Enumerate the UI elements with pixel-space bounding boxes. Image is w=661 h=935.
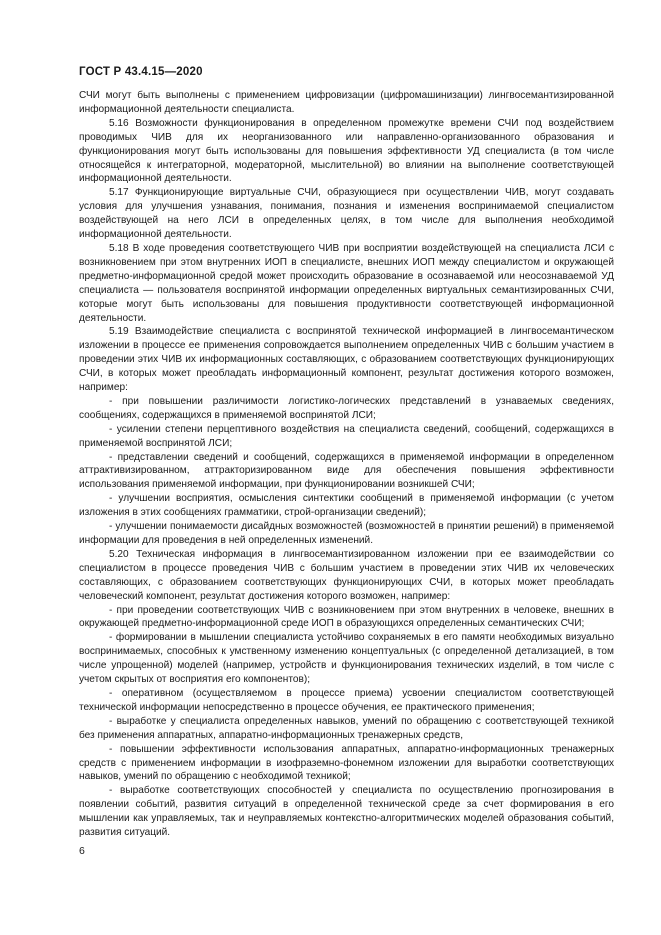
paragraph: 5.19 Взаимодействие специалиста с воспринятой технической информацией в лингвосемантическом изложении в процессе ее применения сопровождается выполнением определенных ЧИВ с большим участием в проведении этих ЧИВ их информационных составляющих, с образованием соответствующих функционирующих СЧИ, в которых может преобладать информационный компонент, результат достижения которого возможен, например: <box>79 326 614 394</box>
paragraph: 5.16 Возможности функционирования в определенном промежутке времени СЧИ под воздействием проводимых ЧИВ для их неорганизованного или направленно-организованного образования и функционирования могут быть использованы для повышения эффективности УД специалиста (в том числе относящейся к интеграторной, модераторной, мыслительной) во влиянии на выполнение соответствующей информационной деятельности. <box>79 117 614 185</box>
paragraph: 5.18 В ходе проведения соответствующего ЧИВ при восприятии воздействующей на специалиста ЛСИ с возникновением при этом внутренних ИОП в специалисте, внешних ИОП между специалистом и окружающей предметно-информационной средой может происходить образование в осознаваемой или неосознаваемой УД специалиста — пользователя воспринятой информации определенных виртуальных семантизированных СЧИ, которые могут быть использованы для повышения продуктивности соответствующей информационной деятельности. <box>79 242 614 324</box>
paragraph: 5.17 Функционирующие виртуальные СЧИ, образующиеся при осуществлении ЧИВ, могут создавать условия для улучшения узнавания, понимания, познания и изменения воспринимаемой специалистом воздействующей на него ЛСИ в определенных целях, в том числе для выполнения необходимой информационной деятельности. <box>79 187 614 241</box>
list-item: - оперативном (осуществляемом в процессе приема) усвоении специалистом соответствующей технической информации непосредственно в процессе обучения, ее практического применения; <box>79 687 614 713</box>
list-item: - повышении эффективности использования аппаратных, аппаратно-информационных тренажерных средств с применением информации в изофраземно-фонемном изложении для выработки соответствующих навыков, умений по обращению с необходимой техникой; <box>79 743 614 783</box>
page-number: 6 <box>79 845 85 857</box>
list-item: - при повышении различимости логистико-логических представлений в узнаваемых сведениях, сообщениях, содержащихся в применяемой воспринятой ЛСИ; <box>79 395 614 421</box>
paragraph: СЧИ могут быть выполнены с применением цифровизации (цифромашинизации) лингвосемантизированной информационной деятельности специалиста. <box>79 90 614 115</box>
list-item: - представлении сведений и сообщений, содержащихся в применяемой информации в определенном аттрактивизированном, аттракторизированном виде для обеспечения повышения эффективности использования применяемой информации, при функционировании возникшей СЧИ; <box>79 451 614 491</box>
list-item: - выработке соответствующих способностей у специалиста по осуществлению прогнозирования в появлении событий, развития ситуаций в определенной технической среде за счет формирования в его мышлении как управляемых, так и неуправляемых контекстно-алгоритмических моделей образования событий, развития ситуаций. <box>79 785 614 839</box>
list-item: - усилении степени перцептивного воздействия на специалиста сведений, сообщений, содержащихся в применяемой воспринятой ЛСИ; <box>79 423 614 449</box>
list-item: - улучшении понимаемости дисайдных возможностей (возможностей в принятии решений) в применяемой информации для проведения в ней определенных изменений. <box>79 521 614 546</box>
list-item: - выработке у специалиста определенных навыков, умений по обращению с соответствующей техникой без применения аппаратных, аппаратно-информационных тренажерных средств, <box>79 715 614 741</box>
list-item: - улучшении восприятия, осмысления синтектики сообщений в применяемой информации (с учетом изложения в этих сообщениях грамматики, строй-организации сведений); <box>79 493 614 519</box>
list-item: - формировании в мышлении специалиста устойчиво сохраняемых в его памяти необходимых визуально воспринимаемых, способных к умственному изменению концептуальных (с определенной детализацией, в том числе упрощенной) моделей (например, устройств и функционирования технических изделий, в том числе с учетом скрытых от восприятия его компонентов); <box>79 632 614 686</box>
list-item: - при проведении соответствующих ЧИВ с возникновением при этом внутренних в человеке, внешних в окружающей предметно-информационной среде ИОП в образующихся определенных семантических СЧИ; <box>79 604 614 630</box>
document-body <box>79 89 614 840</box>
paragraph: 5.20 Техническая информация в лингвосемантизированном изложении при ее взаимодействии со специалистом в процессе проведения ЧИВ с большим участием в проведении этих ЧИВ их человеческих составляющих, с образованием соответствующих функционирующих СЧИ, в которых может преобладать человеческий компонент, результат достижения которого возможен, например: <box>79 548 614 602</box>
document-header: ГОСТ Р 43.4.15—2020 <box>79 66 203 78</box>
